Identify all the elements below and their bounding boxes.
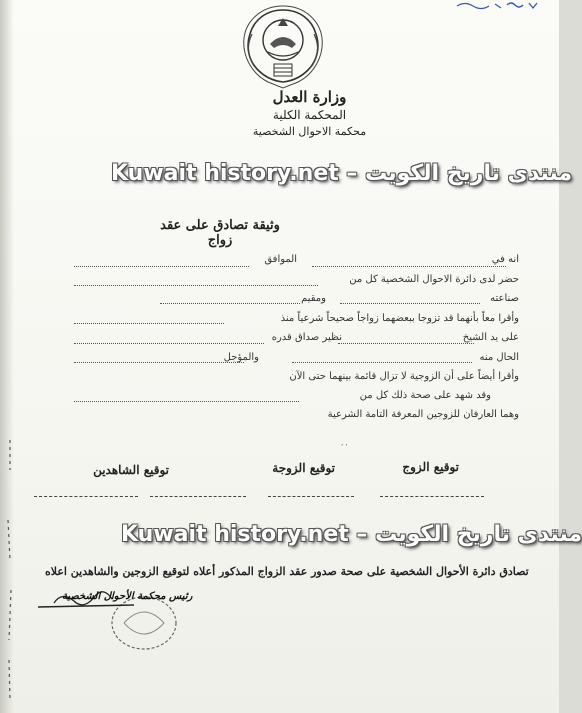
blank-residence (160, 303, 300, 304)
court-name: المحكمة الكلية (272, 108, 347, 122)
witness-1-signature-line[interactable] (34, 496, 138, 497)
wife-signature-line[interactable] (268, 496, 354, 497)
form-line-attended: حضر لدى دائرة الاحوال الشخصية كل من (349, 274, 519, 285)
form-line-dowry: نظير صداق قدره (271, 332, 342, 343)
blank-dowry (74, 343, 264, 344)
corner-scribble (455, 0, 545, 13)
form-line-date-in: انه في (491, 254, 519, 265)
blank-corresponding (74, 266, 249, 267)
blank-names (74, 285, 318, 286)
form-line-deferred: والمؤجل (223, 352, 259, 363)
watermark-bottom: Kuwait history.net – منتدى تاريخ الكويت (121, 522, 582, 547)
kuwait-emblem-icon (238, 4, 328, 90)
husband-signature-label: توقيع الزوج (402, 460, 459, 474)
form-line-sheikh: على يد الشيخ (462, 332, 519, 343)
blank-since (74, 323, 224, 324)
form-line-still-married: وأقرا أيضاً على أن الزوجية لا تزال قائمة بينهما حتى الآن (289, 371, 519, 382)
wife-signature-label: توقيع الزوجة (272, 461, 335, 475)
form-line-corresponding: الموافق (264, 254, 297, 265)
blank-deferred (74, 362, 244, 363)
blank-profession (340, 303, 480, 304)
husband-signature-line[interactable] (380, 496, 484, 497)
ministry-name: وزارة العدل (272, 88, 347, 106)
left-margin-marks (2, 430, 16, 710)
small-mark: ٠٠ (340, 440, 349, 449)
watermark-top: Kuwait history.net – منتدى تاريخ الكويت (111, 161, 573, 186)
stamp-signature-text: رئيس محكمة الأحوال الشخصية (62, 591, 193, 602)
blank-witnesses (74, 401, 299, 402)
blank-immediate (292, 362, 472, 363)
blank-date (312, 266, 506, 267)
form-line-immediate: الحال منه (479, 352, 519, 363)
form-line-acquainted: وهما العارفان للزوجين المعرفة التامة الشرعية (327, 409, 519, 420)
department-name: محكمة الاحوال الشخصية (252, 125, 367, 138)
form-line-acknowledged: وأقرا معاً بأنهما قد تزوجا ببعضهما زواجاً صحيحاً شرعياً منذ (280, 313, 519, 324)
document-title: وثيقة تصادق على عقد زواج (160, 218, 280, 248)
witnesses-signature-label: توقيع الشاهدين (93, 463, 169, 477)
form-line-profession: صناعته (490, 293, 519, 304)
form-line-resident: ومقيم (301, 293, 326, 304)
blank-sheikh (338, 343, 474, 344)
form-line-witnessed: وقد شهد على صحة ذلك كل من (359, 390, 491, 401)
witness-2-signature-line[interactable] (150, 496, 246, 497)
ratification-statement: تصادق دائرة الأحوال الشخصية على صحة صدور عقد الزواج المذكور أعلاه لتوقيع الزوجين والشاهدين اعلاه (45, 565, 529, 578)
